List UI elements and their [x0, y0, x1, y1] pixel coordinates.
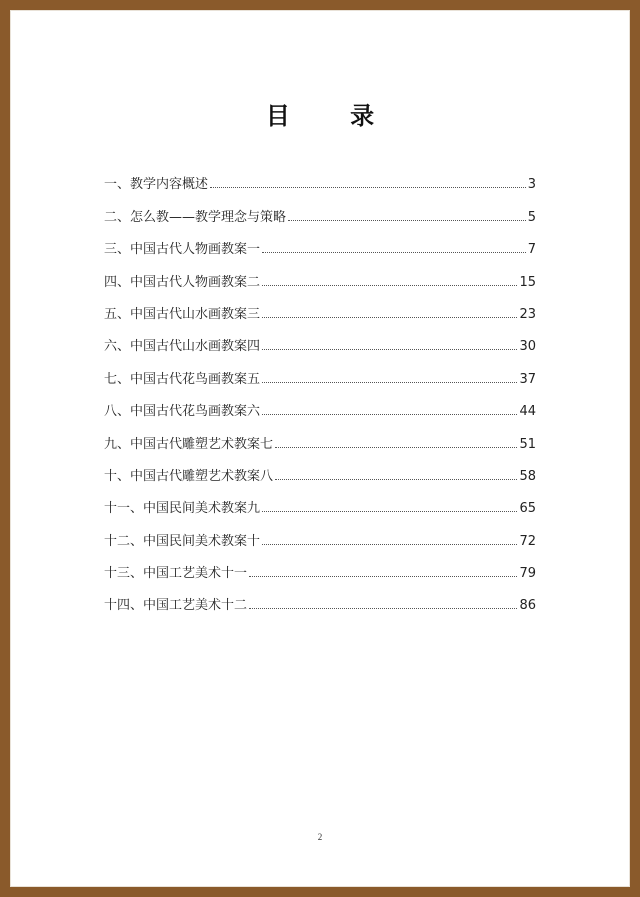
toc-dot-leader: [275, 478, 517, 480]
toc-entry-page: 7: [527, 242, 536, 258]
toc-entry[interactable]: [104, 419, 536, 451]
toc-entry-label: 八、中国古代花鸟画教案六: [104, 404, 261, 420]
toc-dot-leader: [262, 543, 517, 545]
toc-dot-leader: [262, 251, 526, 253]
toc-entry[interactable]: [104, 322, 536, 354]
toc-dot-leader: [262, 381, 517, 383]
toc-dot-leader: [288, 219, 526, 221]
toc-entry-page: 37: [519, 371, 536, 387]
toc-entry[interactable]: [104, 452, 536, 484]
toc-entry[interactable]: [104, 160, 536, 192]
toc-dot-leader: [262, 284, 517, 286]
toc-entry[interactable]: [104, 257, 536, 289]
toc-dot-leader: [249, 607, 517, 609]
toc-entry[interactable]: [104, 225, 536, 257]
toc-dot-leader: [210, 186, 526, 188]
toc-entry-label: 一、教学内容概述: [104, 177, 209, 193]
toc-dot-leader: [262, 316, 517, 318]
toc-dot-leader: [275, 446, 517, 448]
toc-entry[interactable]: [104, 387, 536, 419]
toc-entry-page: 3: [527, 177, 536, 193]
toc-dot-leader: [262, 510, 517, 512]
toc-entry[interactable]: [104, 354, 536, 386]
table-of-contents: [104, 160, 536, 613]
toc-entry-page: 72: [519, 533, 536, 549]
toc-entry-page: 58: [519, 468, 536, 484]
toc-entry-page: 15: [519, 274, 536, 290]
toc-entry-label: 七、中国古代花鸟画教案五: [104, 371, 261, 387]
toc-entry[interactable]: [104, 581, 536, 613]
toc-dot-leader: [262, 348, 517, 350]
toc-entry[interactable]: [104, 516, 536, 548]
page-title: 目 录: [265, 101, 401, 130]
toc-dot-leader: [249, 575, 517, 577]
toc-entry-label: 十二、中国民间美术教案十: [104, 533, 261, 549]
toc-entry[interactable]: [104, 290, 536, 322]
toc-entry-page: 65: [519, 501, 536, 517]
toc-entry-label: 五、中国古代山水画教案三: [104, 306, 261, 322]
toc-entry-page: 23: [519, 306, 536, 322]
toc-entry-label: 十、中国古代雕塑艺术教案八: [104, 468, 274, 484]
toc-entry-page: 44: [519, 404, 536, 420]
toc-dot-leader: [262, 413, 517, 415]
toc-entry-page: 86: [519, 598, 536, 614]
toc-entry-page: 5: [527, 209, 536, 225]
document-page: [10, 10, 630, 887]
toc-entry-label: 九、中国古代雕塑艺术教案七: [104, 436, 274, 452]
toc-entry-label: 十四、中国工艺美术十二: [104, 598, 248, 614]
toc-entry[interactable]: [104, 549, 536, 581]
toc-entry-label: 二、怎么教——教学理念与策略: [104, 209, 287, 225]
page-number: 2: [317, 832, 323, 842]
toc-entry[interactable]: [104, 484, 536, 516]
toc-entry-label: 十三、中国工艺美术十一: [104, 566, 248, 582]
toc-entry-page: 30: [519, 339, 536, 355]
toc-entry-label: 四、中国古代人物画教案二: [104, 274, 261, 290]
toc-entry-page: 79: [519, 566, 536, 582]
toc-entry-label: 六、中国古代山水画教案四: [104, 339, 261, 355]
toc-entry-label: 三、中国古代人物画教案一: [104, 242, 261, 258]
toc-entry-label: 十一、中国民间美术教案九: [104, 501, 261, 517]
toc-entry-page: 51: [519, 436, 536, 452]
toc-entry[interactable]: [104, 192, 536, 224]
